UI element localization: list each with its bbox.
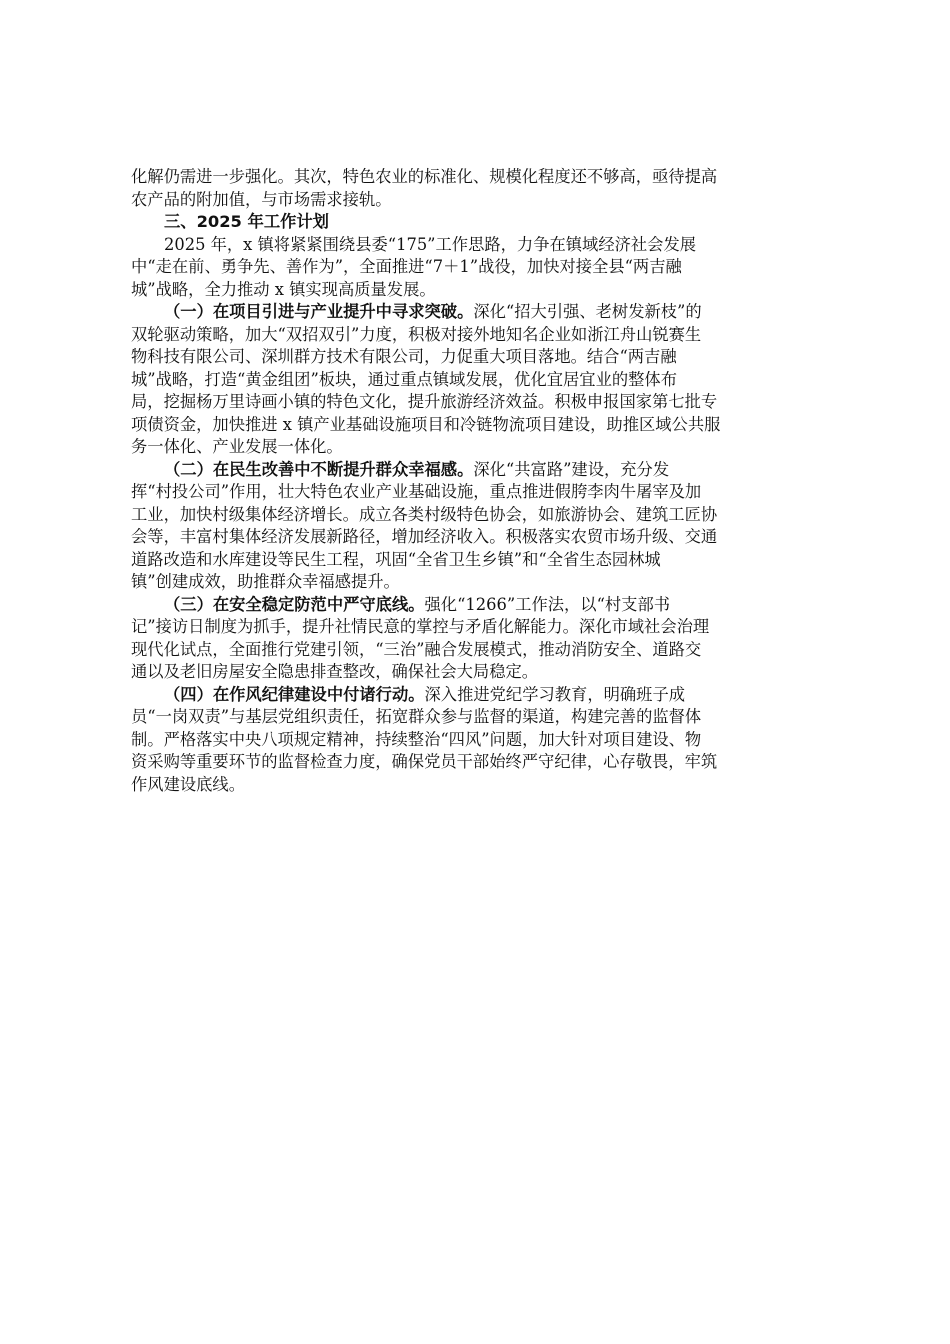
text-line: 会等，丰富村集体经济发展新路径，增加经济收入。积极落实农贸市场升级、交通 <box>131 527 718 546</box>
item-3-title: （三）在安全稳定防范中严守底线。 <box>164 594 425 614</box>
text-line: 记”接访日制度为抓手，提升社情民意的掌控与矛盾化解能力。深化市域社会治理 <box>131 617 710 636</box>
item-3-first-line: 强化“1266”工作法，以“村支部书 <box>424 594 671 614</box>
overview-paragraph <box>131 234 821 302</box>
text-line: 中“走在前、勇争先、善作为”，全面推进“7＋1”战役，加快对接全县“两吉融 <box>131 257 682 276</box>
item-1-title: （一）在项目引进与产业提升中寻求突破。 <box>164 302 474 321</box>
text-line: 通以及老旧房屋安全隐患排查整改，确保社会大局稳定。 <box>131 662 539 681</box>
text-line <box>131 684 821 707</box>
text-line: 农产品的附加值，与市场需求接轨。 <box>131 189 392 209</box>
text-line <box>131 594 821 617</box>
section-heading: 三、2025 年工作计划 <box>164 212 329 231</box>
text-line: 2025 年，x 镇将紧紧围绕县委“175”工作思路，力争在镇域经济社会发展 <box>164 234 697 254</box>
text-line: 现代化试点，全面推行党建引领，“三治”融合发展模式，推动消防安全、道路交 <box>131 639 702 659</box>
intro-tail-paragraph <box>131 166 821 211</box>
text-line: 化解仍需进一步强化。其次，特色农业的标准化、规模化程度还不够高，亟待提高 <box>131 167 718 186</box>
item-4-title: （四）在作风纪律建设中付诸行动。 <box>164 684 425 704</box>
text-line: 员“一岗双责”与基层党组织责任，拓宽群众参与监督的渠道，构建完善的监督体 <box>131 707 702 726</box>
item-3-paragraph <box>131 594 821 684</box>
text-line: 资采购等重要环节的监督检查力度，确保党员干部始终严守纪律，心存敬畏，牢筑 <box>131 752 718 771</box>
text-line: 局，挖掘杨万里诗画小镇的特色文化，提升旅游经济效益。积极申报国家第七批专 <box>131 392 718 411</box>
text-line: 挥“村投公司”作用，壮大特色农业产业基础设施，重点推进假胯李肉牛屠宰及加 <box>131 482 702 501</box>
text-line: 务一体化、产业发展一体化。 <box>131 437 343 456</box>
item-2-paragraph <box>131 459 821 594</box>
item-2-title: （二）在民生改善中不断提升群众幸福感。 <box>164 459 474 479</box>
text-line: 制。严格落实中央八项规定精神，持续整治“四风”问题，加大针对项目建设、物 <box>131 729 702 749</box>
text-line: 城”战略，全力推动 x 镇实现高质量发展。 <box>131 279 436 299</box>
text-line <box>131 459 821 482</box>
text-line <box>131 301 821 324</box>
document-body <box>131 166 821 796</box>
text-line: 城”战略，打造“黄金组团”板块，通过重点镇域发展，优化宜居宜业的整体布 <box>131 369 677 389</box>
item-2-first-line: 深化“共富路”建设，充分发 <box>473 459 670 479</box>
text-line: 项债资金，加快推进 x 镇产业基础设施项目和冷链物流项目建设，助推区域公共服 <box>131 414 721 434</box>
item-4-first-line: 深入推进党纪学习教育，明确班子成 <box>424 684 686 704</box>
text-line: 双轮驱动策略，加大“双招双引”力度，积极对接外地知名企业如浙江舟山锐赛生 <box>131 324 702 344</box>
text-line: 物科技有限公司、深圳群方技术有限公司，力促重大项目落地。结合“两吉融 <box>131 347 677 366</box>
item-4-paragraph <box>131 684 821 797</box>
text-line: 镇”创建成效，助推群众幸福感提升。 <box>131 572 400 591</box>
text-line: 工业，加快村级集体经济增长。成立各类村级特色协会，如旅游协会、建筑工匠协 <box>131 504 718 524</box>
text-line: 道路改造和水库建设等民生工程，巩固“全省卫生乡镇”和“全省生态园林城 <box>131 549 661 569</box>
text-line: 作风建设底线。 <box>131 774 245 794</box>
item-1-first-line: 深化“招大引强、老树发新枝”的 <box>473 302 702 321</box>
item-1-paragraph <box>131 301 821 459</box>
